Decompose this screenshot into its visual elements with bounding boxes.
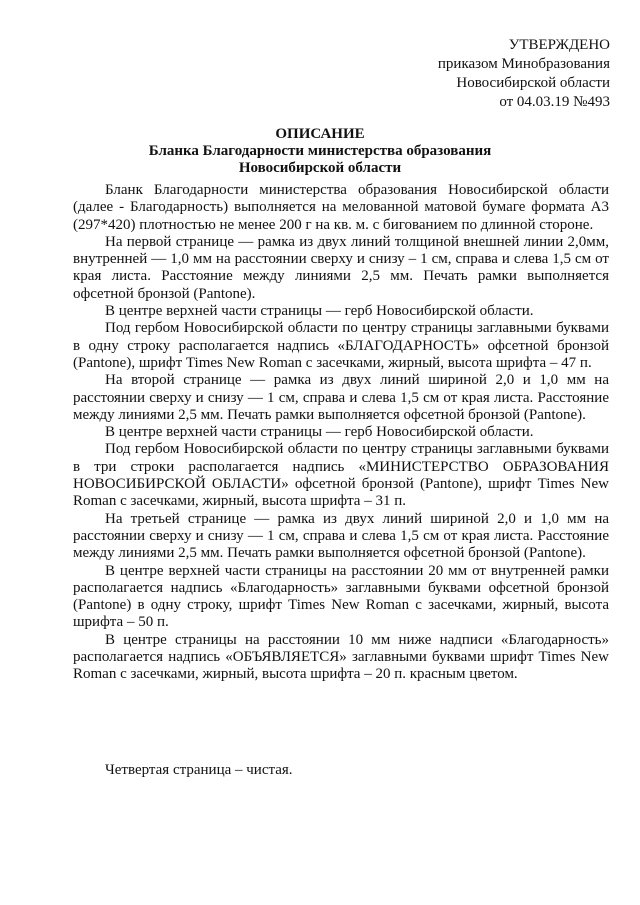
title-subject: Бланка Благодарности министерства образования bbox=[148, 143, 492, 159]
paragraph: На первой странице — рамка из двух линий толщиной внешней линии 2,0мм, внутренней — 1,0 мм на расстоянии сверху и снизу – 1 см, справа и слева 1,5 см от края листа. Расстояние между линиями 2,5 мм. Печать рамки выполняется офсетной бронзой (Pantone). bbox=[73, 233, 609, 302]
title-heading: ОПИСАНИЕ bbox=[275, 126, 365, 142]
document-title bbox=[0, 126, 640, 177]
document-body bbox=[73, 182, 609, 684]
approval-stamp bbox=[438, 36, 610, 112]
approval-region: Новосибирской области bbox=[456, 75, 610, 91]
paragraph: Под гербом Новосибирской области по центру страницы заглавными буквами в одну строку располагается надпись «БЛАГОДАРНОСТЬ» офсетной бронзой (Pantone), шрифт Times New Roman с засечками, жирный, высота шрифта – 47 п. bbox=[73, 320, 609, 371]
paragraph: В центре верхней части страницы на расстоянии 20 мм от внутренней рамки располагается надпись «Благодарность» заглавными буквами офсетной бронзой (Pantone) в одну строку, шрифт Times New Roman с засечками, жирный, высота шрифта – 50 п. bbox=[73, 562, 609, 631]
approval-date: от 04.03.19 №493 bbox=[499, 94, 610, 110]
paragraph: В центре страницы на расстоянии 10 мм ниже надписи «Благодарность» располагается надпись «ОБЪЯВЛЯЕТСЯ» заглавными буквами шрифт Times New Roman с засечками, жирный, высота шрифта – 20 п. красным цветом. bbox=[73, 631, 609, 683]
paragraph: В центре верхней части страницы — герб Новосибирской области. bbox=[105, 303, 534, 320]
paragraph: На третьей странице — рамка из двух линий шириной 2,0 и 1,0 мм на расстоянии сверху и снизу — 1 см, справа и слева 1,5 см от края листа. Расстояние между линиями 2,5 мм. Печать рамки выполняется офсетной бронзой (Pantone). bbox=[73, 510, 609, 562]
paragraph: В центре верхней части страницы — герб Новосибирской области. bbox=[105, 424, 534, 441]
paragraph: Под гербом Новосибирской области по центру страницы заглавными буквами в три строки располагается надпись «МИНИСТЕРСТВО ОБРАЗОВАНИЯ НОВОСИБИРСКОЙ ОБЛАСТИ» офсетной бронзой (Pantone), шрифт Times New Roman с засечками, жирный, высота шрифта – 31 п. bbox=[73, 441, 609, 510]
approval-heading: УТВЕРЖДЕНО bbox=[508, 37, 610, 53]
closing-note: Четвертая страница – чистая. bbox=[105, 762, 293, 778]
approval-order: приказом Минобразования bbox=[437, 56, 610, 72]
paragraph: На второй странице — рамка из двух линий шириной 2,0 и 1,0 мм на расстоянии сверху и снизу — 1 см, справа и слева 1,5 см от края листа. Расстояние между линиями 2,5 мм. Печать рамки выполняется офсетной бронзой (Pantone). bbox=[73, 372, 609, 423]
title-region: Новосибирской области bbox=[238, 160, 402, 176]
paragraph: Бланк Благодарности министерства образования Новосибирской области (далее - Благодарность) выполняется на мелованной матовой бумаге формата А3 (297*420) плотностью не менее 200 г на кв. м. с бигованием по длинной стороне. bbox=[73, 182, 609, 233]
